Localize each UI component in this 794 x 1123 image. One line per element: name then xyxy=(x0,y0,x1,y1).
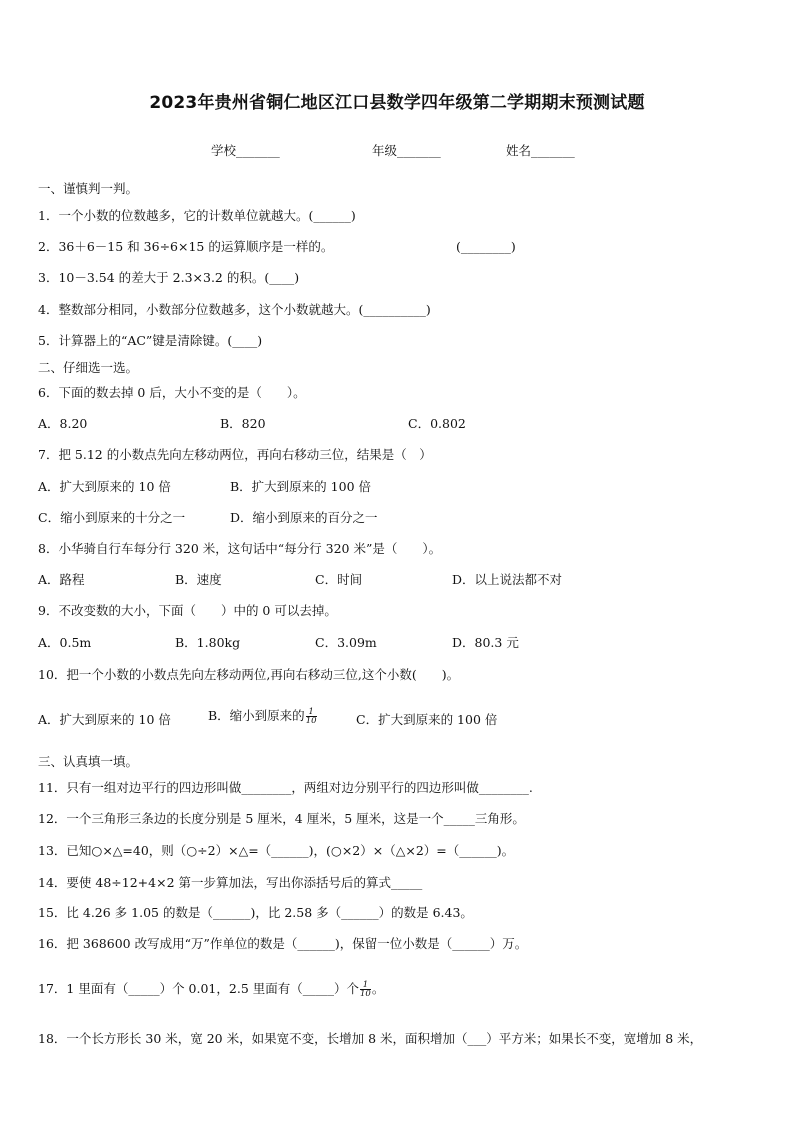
question-11: 11．只有一组对边平行的四边形叫做________，两组对边分别平行的四边形叫做________. xyxy=(38,780,533,795)
question-7-option-b: B．扩大到原来的 100 倍 xyxy=(230,479,371,494)
question-14: 14．要使 48÷12+4×2 第一步算加法，写出你添括号后的算式_____ xyxy=(38,875,423,890)
question-8-option-b: B．速度 xyxy=(175,572,222,587)
question-10-option-b-text: B．缩小到原来的 xyxy=(208,708,305,723)
question-6: 6．下面的数去掉 0 后，大小不变的是（ ）。 xyxy=(38,385,306,400)
question-13: 13．已知○×△=40，则（○÷2）×△=（______)，(○×2）×（△×2）=（______)。 xyxy=(38,843,515,858)
question-9: 9．不改变数的大小，下面（ ）中的 0 可以去掉。 xyxy=(38,603,337,618)
question-7-option-c: C．缩小到原来的十分之一 xyxy=(38,510,186,525)
question-7-option-d: D．缩小到原来的百分之一 xyxy=(230,510,378,525)
school-field: 学校_______ xyxy=(211,143,280,158)
section-heading-fill: 三、认真填一填。 xyxy=(38,754,139,769)
question-10: 10．把一个小数的小数点先向左移动两位,再向右移动三位,这个小数( )。 xyxy=(38,667,460,682)
question-9-option-a: A．0.5m xyxy=(38,635,92,650)
question-6-option-a: A．8.20 xyxy=(38,416,88,431)
question-9-option-d: D．80.3 元 xyxy=(452,635,519,650)
question-8-option-d: D．以上说法都不对 xyxy=(452,572,563,587)
question-9-option-c: C．3.09m xyxy=(315,635,377,650)
question-9-option-b: B．1.80kg xyxy=(175,635,241,650)
section-heading-choose: 二、仔细选一选。 xyxy=(38,360,139,375)
question-6-option-c: C．0.802 xyxy=(408,416,466,431)
question-10-option-a: A．扩大到原来的 10 倍 xyxy=(38,712,171,727)
section-heading-judge: 一、谨慎判一判。 xyxy=(38,181,139,196)
question-4: 4．整数部分相同，小数部分位数越多，这个小数就越大。(__________) xyxy=(38,302,431,317)
question-5: 5．计算器上的“AC”键是清除键。(____) xyxy=(38,333,263,348)
question-12: 12．一个三角形三条边的长度分别是 5 厘米，4 厘米，5 厘米，这是一个_____三角形。 xyxy=(38,811,525,826)
question-2: 2．36＋6－15 和 36÷6×15 的运算顺序是一样的。 xyxy=(38,239,334,254)
question-8-option-a: A．路程 xyxy=(38,572,85,587)
question-6-option-b: B．820 xyxy=(220,416,266,431)
question-15: 15．比 4.26 多 1.05 的数是（______)，比 2.58 多（______）的数是 6.43。 xyxy=(38,905,473,920)
question-8-option-c: C．时间 xyxy=(315,572,363,587)
fraction-one-tenth xyxy=(306,708,317,725)
question-8: 8．小华骑自行车每分行 320 米，这句话中“每分行 320 米”是（ ）。 xyxy=(38,541,442,556)
name-field: 姓名_______ xyxy=(506,143,575,158)
page-title: 2023年贵州省铜仁地区江口县数学四年级第二学期期末预测试题 xyxy=(149,93,645,113)
fraction-numerator: 1 xyxy=(360,981,371,990)
question-10-option-c: C．扩大到原来的 100 倍 xyxy=(356,712,498,727)
question-1: 1．一个小数的位数越多，它的计数单位就越大。(______) xyxy=(38,208,356,223)
question-7: 7．把 5.12 的小数点先向左移动两位，再向右移动三位，结果是（ ） xyxy=(38,447,432,462)
grade-field: 年级_______ xyxy=(372,143,441,158)
question-2-answer-blank: (________) xyxy=(456,239,516,254)
fraction-denominator: 10 xyxy=(360,989,371,999)
question-18: 18．一个长方形长 30 米，宽 20 米，如果宽不变，长增加 8 米，面积增加（___）平方米；如果长不变，宽增加 8 米， xyxy=(38,1031,703,1046)
question-17-end: 。 xyxy=(371,981,385,996)
fraction-denominator: 10 xyxy=(305,716,317,726)
fraction-one-tenth xyxy=(360,981,371,998)
question-17 xyxy=(38,981,384,998)
question-17-text: 17．1 里面有（_____）个 0.01，2.5 里面有（_____）个 xyxy=(38,981,359,996)
question-3: 3．10－3.54 的差大于 2.3×3.2 的积。(____) xyxy=(38,270,300,285)
question-16: 16．把 368600 改写成用“万”作单位的数是（______)，保留一位小数是（______）万。 xyxy=(38,936,528,951)
fraction-numerator: 1 xyxy=(306,708,317,717)
question-10-option-b xyxy=(208,708,318,725)
question-7-option-a: A．扩大到原来的 10 倍 xyxy=(38,479,171,494)
